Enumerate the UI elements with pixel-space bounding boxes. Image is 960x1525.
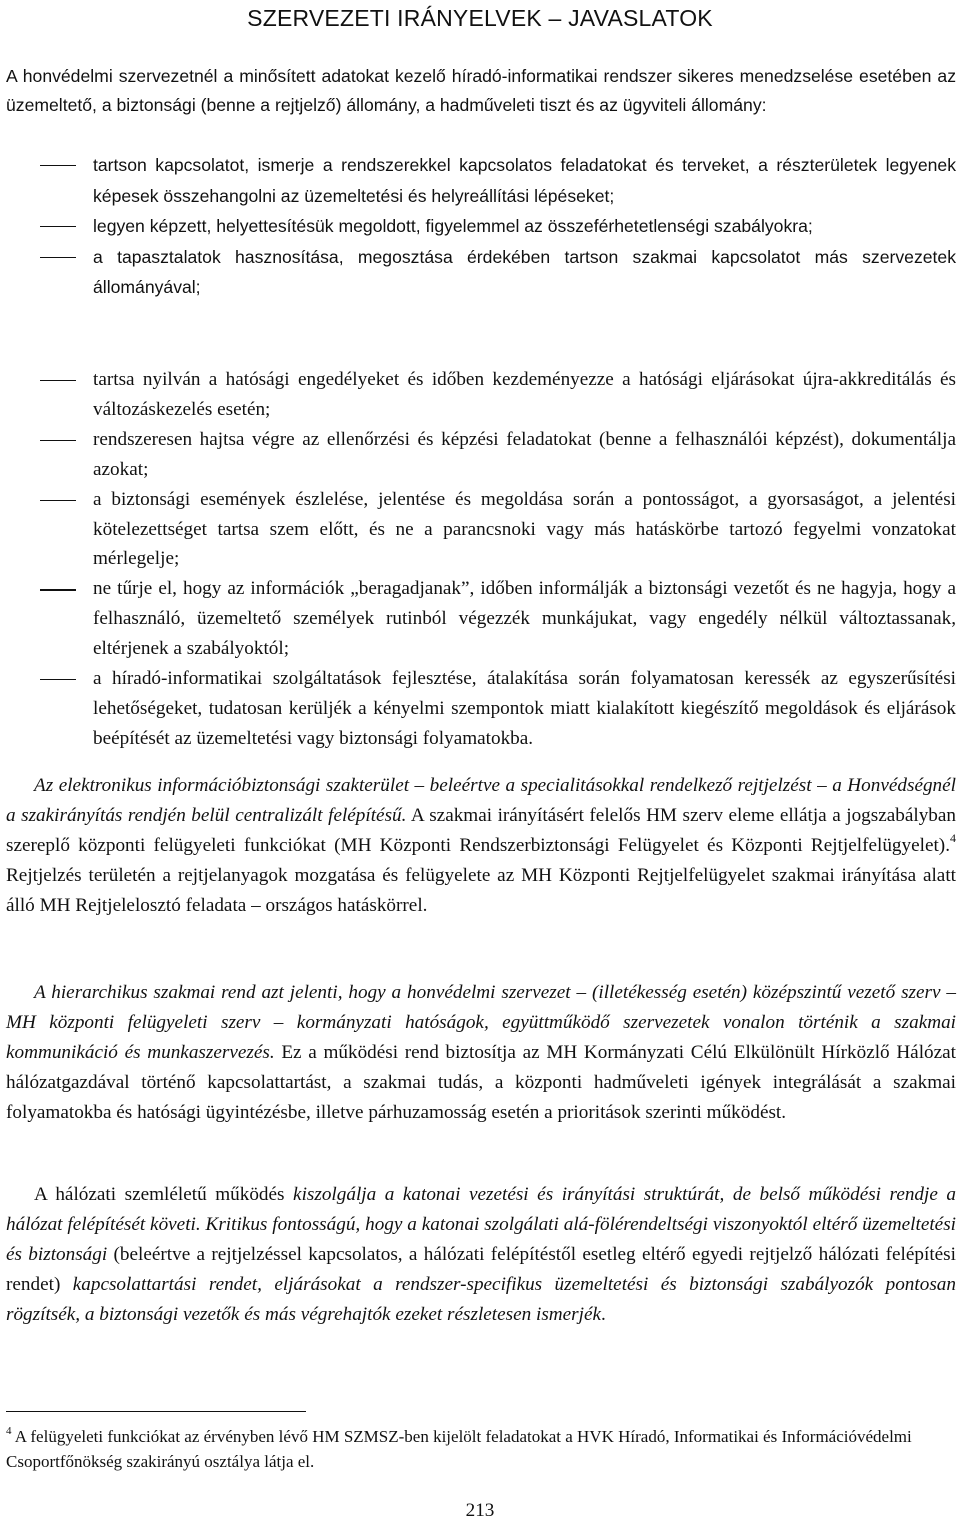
paragraph-segment: A hálózati szemléletű működés bbox=[34, 1184, 294, 1205]
list-item bbox=[0, 211, 956, 242]
list-item-text: a tapasztalatok hasznosítása, megosztása érdekében tartson szakmai kapcsolatot más szervezetek állományával; bbox=[93, 246, 956, 297]
list-item-text: ne tűrje el, hogy az információk „beragadjanak”, időben informálják a biztonsági vezetőt és ne hagyja, hogy a felhasználó, üzemeltető személyek rutinból végezzék munkájukat, vagy engedély nélkül változtassanak, eltérjenek a szabályoktól; bbox=[93, 578, 956, 660]
list-item-text: a híradó-informatikai szolgáltatások fejlesztése, átalakítása során folyamatosan keressék az egyszerűsítési lehetőségeket, tudatosan kerüljék a kényelmi szempontok miatt kialakított kiegészítő megoldások és eljárások beépítését az üzemeltetési vagy biztonsági folyamatokba. bbox=[93, 668, 956, 749]
paragraph-italic-segment: kapcsolattartási rendet, eljárásokat a rendszer-specifikus üzemeltetési és biztonsági szabályozók pontosan rögzítsék, a biztonsági vezetők és más végrehajtók ezeket részletesen ismerjék bbox=[6, 1273, 956, 1325]
paragraph-centralized-structure bbox=[6, 771, 956, 921]
list-item-text: a biztonsági események észlelése, jelentése és megoldása során a pontosságot, a gyorsaságot, a jelentési kötelezettséget tartsa szem előtt, és ne a parancsnoki vagy más hatáskörbe tartozó fegyelmi vonzatokat mérlegelje; bbox=[93, 488, 956, 570]
list-item bbox=[0, 150, 956, 211]
list-item-text: tartson kapcsolatot, ismerje a rendszerekkel kapcsolatos feladatokat és terveket, a részterületek legyenek képesek összehangolni az üzemeltetési és helyreállítási lépéseket; bbox=[93, 155, 956, 206]
list-item bbox=[0, 574, 956, 664]
paragraph-italic-lead: A hierarchikus szakmai rend azt jelenti, hogy a honvédelmi szervezet – (illetékesség esetén) középszintű vezető szerv – MH központi felügyeleti szerv – kormányzati hatóságok, együttműködő szervezetek vonalon történik a szakmai kommunikáció és munkaszervezés. bbox=[6, 982, 956, 1063]
list-item bbox=[0, 242, 956, 303]
footnote-text: A felügyeleti funkciókat az érvényben lévő HM SZMSZ-ben kijelölt feladatokat a HVK Híradó, Informatikai és Információvédelmi Csoportfőnökség szakirányú osztálya látja el. bbox=[6, 1427, 912, 1471]
list-item bbox=[0, 485, 956, 575]
paragraph-segment: (beleértve a rejtjelzéssel kapcsolatos, a hálózati felépítéstől esetleg eltérő egyedi rejtjelző hálózati felépítési rendet) bbox=[6, 1243, 956, 1295]
paragraph-network-operation bbox=[6, 1180, 956, 1330]
footnote bbox=[6, 1424, 956, 1474]
list-item-text: tartsa nyilván a hatósági engedélyeket és időben kezdeményezze a hatósági eljárásokat újra-akkreditálás és változáskezelés esetén; bbox=[93, 369, 956, 420]
paragraph-body: Ez a működési rend biztosítja az MH Kormányzati Célú Elkülönült Hírközlő Hálózat hálózatgazdával történő kapcsolattartást, a szakmai tudás, a központi hadműveleti igények integrálását a szakmai folyamatokba és hatósági ügyintézésbe, illetve párhuzamosság esetén a prioritások szerinti működést. bbox=[6, 1041, 956, 1123]
paragraph-italic-segment: kiszolgálja a katonai vezetési és irányítási struktúrát, de belső működési rendje a hálózat felépítését követi. Kritikus fontosságú, hogy a katonai szolgálati alá-fölérendeltségi viszonyoktól eltérő üzemeltetési és biztonsági bbox=[6, 1184, 957, 1265]
paragraph-italic-lead: Az elektronikus információbiztonsági szakterület – beleértve a specialitásokkal rendelkező rejtjelzést – a Honvédségnél a szakirányítás rendjén belül centralizált felépítésű. bbox=[6, 775, 956, 826]
paragraph-segment: . bbox=[601, 1303, 606, 1325]
bullet-list-serif bbox=[0, 365, 956, 754]
page-number: 213 bbox=[465, 1500, 495, 1521]
paragraph-body-continued: Rejtjelzés területén a rejtjelanyagok mozgatása és felügyelete az MH Központi Rejtjelfelügyelet szakmai irányítása alatt álló MH Rejtjelelosztó feladata – országos hatáskörrel. bbox=[6, 864, 956, 916]
section-heading: SZERVEZETI IRÁNYELVEK – JAVASLATOK bbox=[247, 5, 713, 31]
footnote-marker: 4 bbox=[6, 1425, 12, 1437]
paragraph-body: A szakmai irányításért felelős HM szerv eleme ellátja a jogszabályban szereplő központi felügyeleti funkciókat (MH Központi Rendszerbiztonsági Felügyelet és Központi Rejtjelfelügyelet). bbox=[6, 804, 956, 856]
list-item bbox=[0, 365, 956, 425]
list-item-text: legyen képzett, helyettesítésük megoldott, figyelemmel az összeférhetetlenségi szabályokra; bbox=[93, 216, 813, 236]
intro-paragraph: A honvédelmi szervezetnél a minősített adatokat kezelő híradó-informatikai rendszer sikeres menedzselése esetében az üzemeltető, a biztonsági (benne a rejtjelző) állomány, a hadműveleti tiszt és az ügyviteli állomány: bbox=[6, 66, 956, 116]
list-item-text: rendszeresen hajtsa végre az ellenőrzési és képzési feladatokat (benne a felhasználói képzést), dokumentálja azokat; bbox=[93, 428, 956, 480]
bullet-list-sans bbox=[0, 150, 956, 303]
footnote-reference[interactable]: 4 bbox=[950, 830, 956, 845]
footnote-divider bbox=[6, 1411, 306, 1412]
list-item bbox=[0, 664, 956, 754]
list-item bbox=[0, 425, 956, 485]
paragraph-hierarchy bbox=[6, 978, 956, 1128]
